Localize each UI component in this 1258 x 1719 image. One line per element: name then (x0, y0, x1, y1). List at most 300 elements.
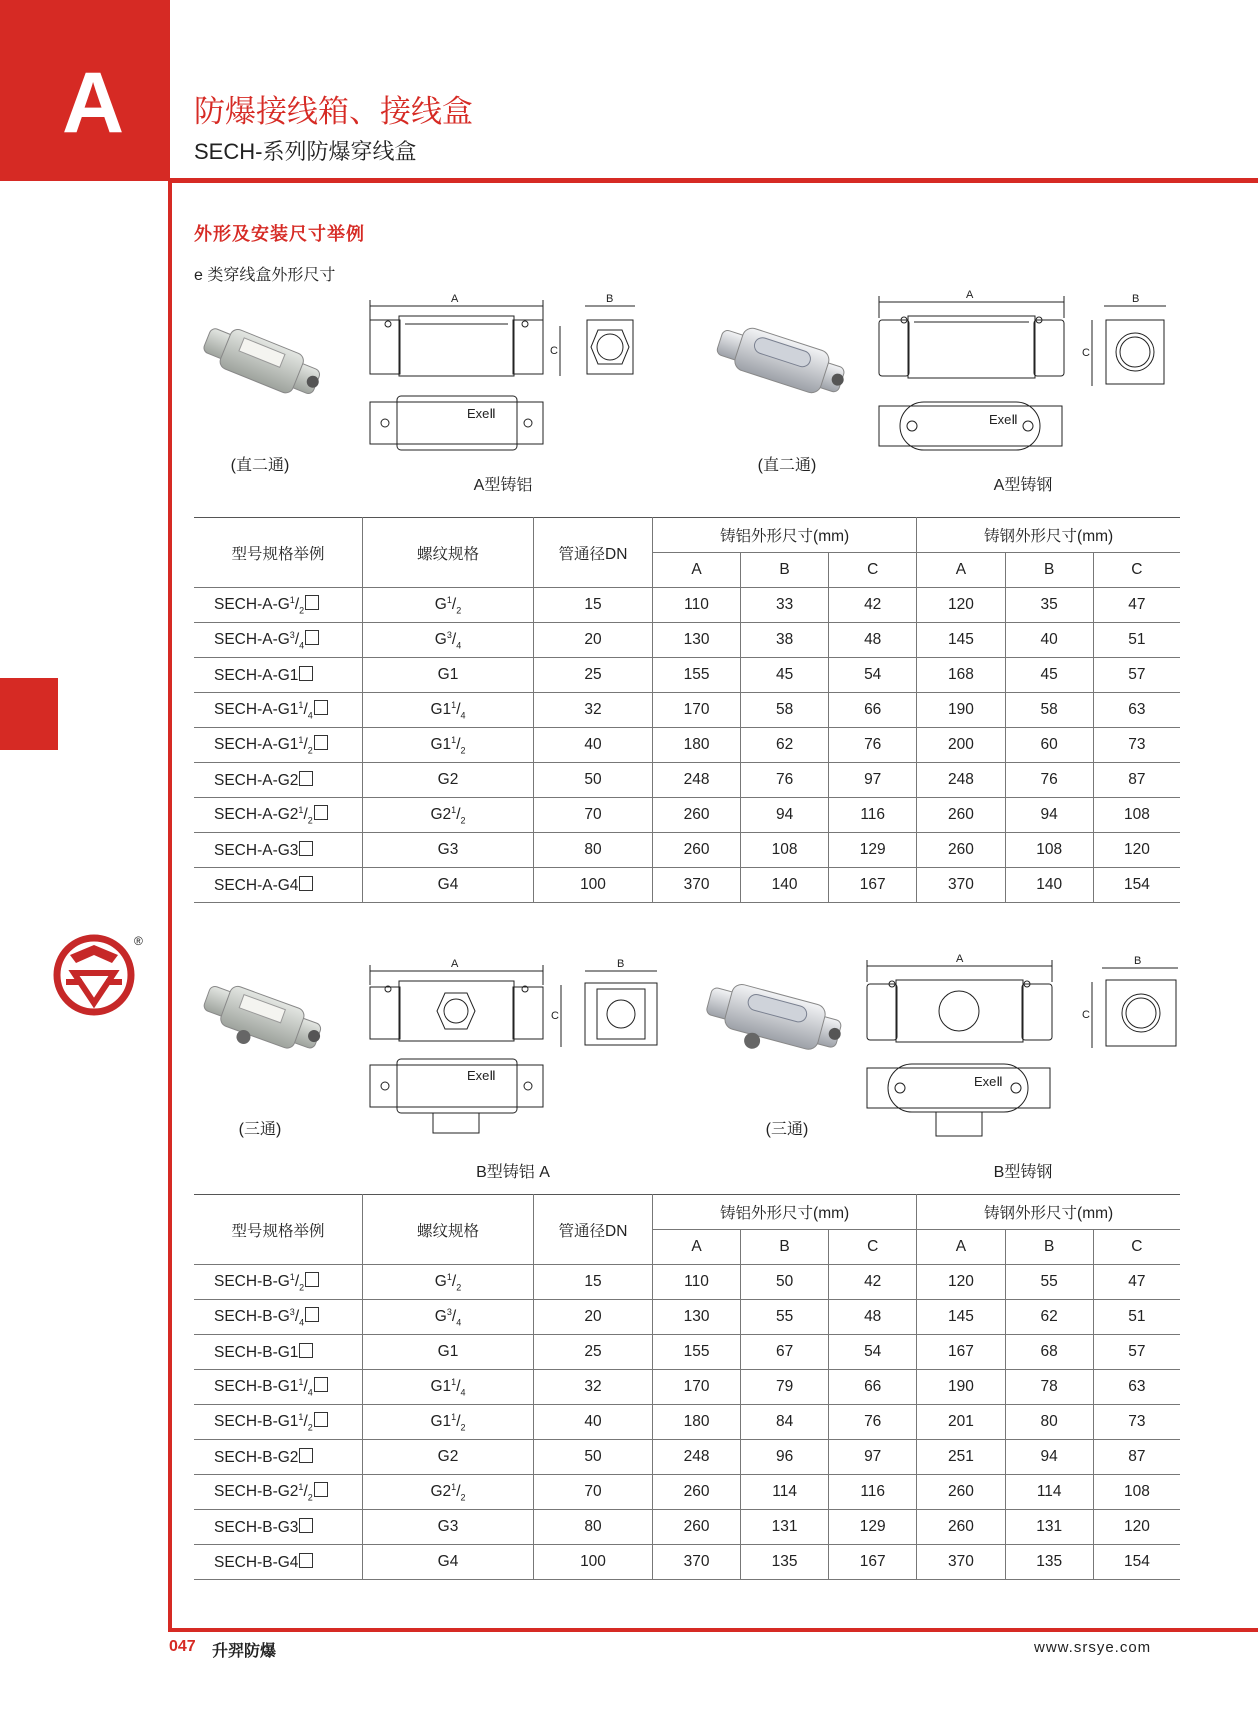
cell-alu-c: 42 (829, 1265, 917, 1300)
dim-b-label: B (617, 958, 625, 970)
col-header-aluminum: 铸铝外形尺寸(mm) (653, 1195, 917, 1230)
cell-alu-b: 67 (741, 1335, 829, 1370)
cell-alu-a: 180 (653, 1405, 741, 1440)
product-photo-b-steel (700, 976, 850, 1076)
cell-alu-c: 97 (829, 763, 917, 798)
model-prefix: SECH-B-G (214, 1308, 290, 1326)
dim-a-label: A (956, 953, 964, 965)
model-size: 2 (289, 806, 299, 824)
cell-steel-a: 251 (917, 1440, 1005, 1475)
option-box-icon (305, 1272, 319, 1287)
cell-alu-a: 155 (653, 658, 741, 693)
cell-model: SECH-$B-G2^1/_2$ (194, 1475, 363, 1510)
cell-steel-a: 370 (917, 868, 1005, 903)
thread-size: G2 (437, 771, 459, 788)
cell-alu-a: 370 (653, 1545, 741, 1580)
option-box-icon (314, 1412, 328, 1427)
fraction-numerator: 1 (451, 1376, 457, 1387)
fraction-denominator: 2 (460, 1492, 466, 1503)
model-prefix: SECH-B-G (214, 1343, 290, 1361)
option-box-icon (299, 1518, 313, 1533)
cell-alu-c: 42 (829, 588, 917, 623)
table-row (194, 1440, 1180, 1475)
cell-steel-c: 108 (1093, 798, 1180, 833)
fraction-denominator: 4 (456, 1317, 462, 1328)
fraction-denominator: 2 (456, 1282, 462, 1293)
model-prefix: SECH-A-G (214, 736, 290, 754)
cell-alu-c: 66 (829, 1370, 917, 1405)
cell-alu-c: 167 (829, 868, 917, 903)
col-header-alu-c: C (829, 553, 917, 588)
cell-alu-a: 130 (653, 623, 741, 658)
cell-dn: 80 (534, 833, 653, 868)
cell-steel-b: 68 (1005, 1335, 1093, 1370)
col-header-alu-a: A (653, 1230, 741, 1265)
option-box-icon (314, 735, 328, 750)
cell-steel-c: 51 (1093, 1300, 1180, 1335)
dim-a-label: A (966, 289, 974, 301)
table-row (194, 1510, 1180, 1545)
cell-steel-b: 35 (1005, 588, 1093, 623)
cell-alu-b: 131 (741, 1510, 829, 1545)
cell-model: SECH-$A-G^3/_4$ (194, 623, 363, 658)
fraction-numerator: 3 (289, 1306, 295, 1317)
cell-thread (363, 763, 534, 798)
model-size: 2 (289, 1448, 299, 1466)
fraction-numerator: 3 (446, 1306, 452, 1317)
model-prefix: SECH-A-G (214, 876, 290, 894)
model-size: 3 (289, 841, 299, 859)
figure-caption-b-steel: (三通) (765, 1121, 809, 1138)
model-prefix: SECH-A-G (214, 841, 290, 859)
cell-alu-b: 33 (741, 588, 829, 623)
col-header-dn: 管通径DN (534, 1195, 653, 1265)
model-prefix: SECH-A-G (214, 666, 290, 684)
cell-dn: 20 (534, 623, 653, 658)
cell-dn: 80 (534, 1510, 653, 1545)
option-box-icon (299, 841, 313, 856)
fraction-denominator: 2 (307, 815, 313, 826)
cell-thread: $G1^1/_4$ (363, 693, 534, 728)
cell-alu-c: 167 (829, 1545, 917, 1580)
product-photo-a-aluminum (196, 318, 326, 408)
cell-steel-a: 260 (917, 833, 1005, 868)
option-box-icon (314, 1377, 328, 1392)
fraction-denominator: 2 (307, 1422, 313, 1433)
cell-thread: $G1^1/_2$ (363, 1405, 534, 1440)
cell-alu-c: 116 (829, 1475, 917, 1510)
fraction-numerator: 1 (451, 734, 457, 745)
cell-alu-b: 94 (741, 798, 829, 833)
cell-thread: $G^3/_4$ (363, 1300, 534, 1335)
cell-alu-c: 54 (829, 1335, 917, 1370)
cell-alu-b: 108 (741, 833, 829, 868)
page-title: 防爆接线箱、接线盒 (194, 94, 473, 129)
model-prefix: SECH-B-G (214, 1518, 290, 1536)
col-header-st-a: A (917, 553, 1005, 588)
table-row (194, 763, 1180, 798)
table-a-body (194, 588, 1180, 903)
col-header-alu-c: C (829, 1230, 917, 1265)
col-header-alu-b: B (741, 1230, 829, 1265)
thread-size: G2 (430, 806, 452, 824)
cell-steel-c: 120 (1093, 833, 1180, 868)
dim-c-label: C (1082, 347, 1090, 359)
table-row (194, 1265, 1180, 1300)
cell-thread: $G^1/_2$ (363, 1265, 534, 1300)
cell-dn: 15 (534, 588, 653, 623)
figure-caption-a-aluminum: (直二通) (230, 457, 290, 474)
option-box-icon (299, 1343, 313, 1358)
cell-alu-c: 54 (829, 658, 917, 693)
cell-alu-c: 76 (829, 1405, 917, 1440)
cell-dn: 100 (534, 1545, 653, 1580)
model-size: 1 (289, 736, 299, 754)
cell-model: SECH-$B-G^3/_4$ (194, 1300, 363, 1335)
dim-b-label: B (606, 293, 614, 305)
cell-steel-b: 80 (1005, 1405, 1093, 1440)
col-header-st-c: C (1093, 1230, 1180, 1265)
table-row (194, 588, 1180, 623)
subsection-title: e 类穿线盒外形尺寸 (194, 267, 336, 284)
fraction-numerator: 1 (451, 804, 457, 815)
cell-model (194, 1510, 363, 1545)
cell-alu-a: 248 (653, 763, 741, 798)
thread-size: G1 (430, 701, 452, 719)
cell-alu-a: 110 (653, 1265, 741, 1300)
cell-steel-b: 114 (1005, 1475, 1093, 1510)
fraction-numerator: 3 (289, 629, 295, 640)
cell-steel-a: 248 (917, 763, 1005, 798)
model-prefix: SECH-A-G (214, 806, 290, 824)
model-prefix: SECH-B-G (214, 1448, 290, 1466)
option-box-icon (299, 876, 313, 891)
option-box-icon (314, 805, 328, 820)
table-row (194, 1405, 1180, 1440)
model-prefix: SECH-A-G (214, 631, 290, 649)
figure-caption-b-aluminum: (三通) (238, 1121, 282, 1138)
section-title: 外形及安装尺寸举例 (194, 224, 365, 244)
fraction-numerator: 1 (451, 1481, 457, 1492)
product-photo-a-steel (710, 318, 850, 408)
cell-model: SECH-$A-G1^1/_4$ (194, 693, 363, 728)
cell-thread: $G1^1/_2$ (363, 728, 534, 763)
fraction-numerator: 1 (451, 1411, 457, 1422)
model-size: 1 (289, 1378, 299, 1396)
page-subtitle: SECH-系列防爆穿线盒 (194, 139, 417, 164)
cell-dn: 100 (534, 868, 653, 903)
cell-alu-c: 129 (829, 833, 917, 868)
col-header-alu-b: B (741, 553, 829, 588)
thread-size: G3 (437, 1518, 459, 1535)
table-row (194, 728, 1180, 763)
cell-alu-b: 135 (741, 1545, 829, 1580)
cell-steel-b: 94 (1005, 798, 1093, 833)
section-letter: A (61, 55, 125, 151)
cell-steel-b: 62 (1005, 1300, 1093, 1335)
cell-thread (363, 1545, 534, 1580)
cell-thread (363, 1440, 534, 1475)
cell-dn: 20 (534, 1300, 653, 1335)
cell-dn: 25 (534, 658, 653, 693)
cell-dn: 32 (534, 693, 653, 728)
cell-steel-c: 51 (1093, 623, 1180, 658)
table-row (194, 868, 1180, 903)
cell-alu-c: 76 (829, 728, 917, 763)
cell-model (194, 868, 363, 903)
cell-steel-c: 73 (1093, 728, 1180, 763)
cell-alu-a: 130 (653, 1300, 741, 1335)
fraction-denominator: 4 (299, 1317, 305, 1328)
cell-steel-c: 47 (1093, 588, 1180, 623)
model-size: 3 (289, 1518, 299, 1536)
cell-model: SECH-$B-G1^1/_4$ (194, 1370, 363, 1405)
model-prefix: SECH-A-G (214, 771, 290, 789)
cell-steel-a: 370 (917, 1545, 1005, 1580)
fraction-numerator: 1 (289, 594, 295, 605)
cell-alu-a: 155 (653, 1335, 741, 1370)
cell-alu-a: 180 (653, 728, 741, 763)
model-size: 2 (289, 1483, 299, 1501)
table-row (194, 1370, 1180, 1405)
dim-b-label: B (1132, 293, 1140, 305)
cell-dn: 32 (534, 1370, 653, 1405)
cell-alu-c: 66 (829, 693, 917, 728)
cell-steel-c: 47 (1093, 1265, 1180, 1300)
cell-model (194, 763, 363, 798)
fraction-numerator: 1 (298, 1376, 304, 1387)
cell-alu-a: 260 (653, 798, 741, 833)
company-logo-icon (52, 933, 142, 1015)
dim-c-label: C (550, 345, 558, 357)
cell-steel-c: 63 (1093, 1370, 1180, 1405)
option-box-icon (305, 595, 319, 610)
model-size: 1 (289, 1343, 299, 1361)
cell-steel-c: 120 (1093, 1510, 1180, 1545)
cell-alu-c: 48 (829, 623, 917, 658)
cell-alu-a: 248 (653, 1440, 741, 1475)
ex-marking: ExeⅡ (467, 406, 496, 421)
fraction-numerator: 1 (298, 1411, 304, 1422)
figure-label-a-aluminum: A型铸铝 (473, 477, 533, 494)
cell-steel-a: 145 (917, 1300, 1005, 1335)
col-header-steel: 铸钢外形尺寸(mm) (917, 1195, 1180, 1230)
option-box-icon (305, 1307, 319, 1322)
cell-steel-a: 145 (917, 623, 1005, 658)
col-header-st-b: B (1005, 1230, 1093, 1265)
website-link[interactable]: www.srsye.com (1034, 1639, 1152, 1656)
fraction-denominator: 2 (460, 1422, 466, 1433)
cell-steel-b: 78 (1005, 1370, 1093, 1405)
page-number: 047 (169, 1638, 196, 1655)
cell-alu-b: 45 (741, 658, 829, 693)
cell-steel-c: 57 (1093, 1335, 1180, 1370)
cell-thread: $G^1/_2$ (363, 588, 534, 623)
fraction-denominator: 4 (456, 640, 462, 651)
cell-dn: 50 (534, 763, 653, 798)
cell-steel-a: 260 (917, 798, 1005, 833)
cell-dn: 70 (534, 1475, 653, 1510)
fraction-denominator: 4 (460, 710, 466, 721)
cell-dn: 40 (534, 1405, 653, 1440)
cell-alu-c: 129 (829, 1510, 917, 1545)
cell-model (194, 833, 363, 868)
fraction-denominator: 4 (307, 1387, 313, 1398)
model-prefix: SECH-B-G (214, 1483, 290, 1501)
fraction-numerator: 1 (289, 1271, 295, 1282)
fraction-numerator: 1 (446, 594, 452, 605)
col-header-alu-a: A (653, 553, 741, 588)
thread-size: G1 (430, 736, 452, 754)
registered-mark: ® (134, 934, 143, 948)
drawing-a-aluminum (365, 290, 645, 458)
cell-alu-a: 170 (653, 693, 741, 728)
option-box-icon (314, 1482, 328, 1497)
option-box-icon (314, 700, 328, 715)
drawing-b-aluminum (365, 955, 665, 1140)
cell-alu-c: 48 (829, 1300, 917, 1335)
figure-label-b-aluminum: B型铸铝 A (476, 1164, 550, 1181)
cell-steel-b: 40 (1005, 623, 1093, 658)
cell-model: SECH-$A-G^1/_2$ (194, 588, 363, 623)
cell-alu-b: 50 (741, 1265, 829, 1300)
dim-a-label: A (451, 958, 459, 970)
spec-table-a (194, 517, 1180, 903)
thread-size: G (434, 596, 447, 614)
cell-thread (363, 1510, 534, 1545)
cell-alu-a: 170 (653, 1370, 741, 1405)
cell-model: SECH-$B-G1^1/_2$ (194, 1405, 363, 1440)
option-box-icon (299, 771, 313, 786)
model-size: 4 (289, 876, 299, 894)
cell-alu-c: 116 (829, 798, 917, 833)
table-row (194, 1545, 1180, 1580)
cell-steel-c: 73 (1093, 1405, 1180, 1440)
cell-steel-a: 260 (917, 1475, 1005, 1510)
fraction-denominator: 2 (299, 605, 305, 616)
cell-alu-b: 96 (741, 1440, 829, 1475)
cell-alu-b: 114 (741, 1475, 829, 1510)
fraction-denominator: 2 (460, 815, 466, 826)
cell-steel-a: 168 (917, 658, 1005, 693)
cell-dn: 40 (534, 728, 653, 763)
model-size: 2 (289, 771, 299, 789)
thread-size: G1 (437, 666, 459, 683)
cell-dn: 25 (534, 1335, 653, 1370)
cell-model (194, 1335, 363, 1370)
cell-model: SECH-$A-G2^1/_2$ (194, 798, 363, 833)
product-photo-b-aluminum (196, 976, 326, 1066)
cell-steel-c: 63 (1093, 693, 1180, 728)
figure-caption-a-steel: (直二通) (757, 457, 817, 474)
cell-steel-c: 154 (1093, 868, 1180, 903)
cell-thread: $G2^1/_2$ (363, 1475, 534, 1510)
cell-steel-c: 154 (1093, 1545, 1180, 1580)
table-b-body (194, 1265, 1180, 1580)
col-header-aluminum: 铸铝外形尺寸(mm) (653, 518, 917, 553)
model-prefix: SECH-B-G (214, 1553, 290, 1571)
col-header-model: 型号规格举例 (194, 518, 363, 588)
side-tab-marker (0, 678, 58, 750)
cell-steel-a: 167 (917, 1335, 1005, 1370)
cell-alu-a: 370 (653, 868, 741, 903)
fraction-denominator: 2 (299, 1282, 305, 1293)
cell-alu-a: 110 (653, 588, 741, 623)
col-header-thread: 螺纹规格 (363, 518, 534, 588)
fraction-numerator: 1 (298, 734, 304, 745)
table-row (194, 693, 1180, 728)
fraction-denominator: 2 (307, 745, 313, 756)
cell-steel-c: 108 (1093, 1475, 1180, 1510)
cell-model (194, 1545, 363, 1580)
margin-rule (168, 181, 172, 1632)
fraction-numerator: 1 (298, 699, 304, 710)
cell-steel-a: 190 (917, 1370, 1005, 1405)
table-row (194, 833, 1180, 868)
footer-rule (168, 1628, 1258, 1632)
table-row (194, 798, 1180, 833)
cell-model: SECH-$A-G1^1/_2$ (194, 728, 363, 763)
drawing-a-steel (874, 290, 1174, 458)
cell-thread (363, 658, 534, 693)
cell-steel-b: 135 (1005, 1545, 1093, 1580)
cell-alu-b: 55 (741, 1300, 829, 1335)
cell-dn: 50 (534, 1440, 653, 1475)
figure-label-b-steel: B型铸钢 (993, 1164, 1053, 1181)
fraction-numerator: 1 (298, 1481, 304, 1492)
cell-steel-a: 120 (917, 588, 1005, 623)
col-header-st-c: C (1093, 553, 1180, 588)
table-row (194, 1300, 1180, 1335)
cell-steel-a: 120 (917, 1265, 1005, 1300)
thread-size: G1 (437, 1343, 459, 1360)
thread-size: G4 (437, 1553, 459, 1570)
cell-steel-b: 58 (1005, 693, 1093, 728)
cell-dn: 70 (534, 798, 653, 833)
cell-thread: $G^3/_4$ (363, 623, 534, 658)
figure-label-a-steel: A型铸钢 (993, 477, 1053, 494)
col-header-st-b: B (1005, 553, 1093, 588)
col-header-thread: 螺纹规格 (363, 1195, 534, 1265)
model-size: 1 (289, 666, 299, 684)
cell-alu-b: 62 (741, 728, 829, 763)
cell-alu-b: 38 (741, 623, 829, 658)
thread-size: G (434, 1308, 447, 1326)
cell-steel-a: 200 (917, 728, 1005, 763)
drawing-b-steel (862, 952, 1182, 1142)
cell-steel-b: 108 (1005, 833, 1093, 868)
fraction-denominator: 4 (299, 640, 305, 651)
option-box-icon (299, 1448, 313, 1463)
thread-size: G4 (437, 876, 459, 893)
option-box-icon (305, 630, 319, 645)
header-rule (170, 178, 1258, 183)
cell-alu-a: 260 (653, 1510, 741, 1545)
cell-steel-c: 87 (1093, 763, 1180, 798)
fraction-numerator: 1 (446, 1271, 452, 1282)
company-name: 升羿防爆 (212, 1643, 277, 1660)
fraction-numerator: 3 (446, 629, 452, 640)
cell-steel-b: 94 (1005, 1440, 1093, 1475)
fraction-numerator: 1 (451, 699, 457, 710)
cell-steel-b: 60 (1005, 728, 1093, 763)
table-row (194, 658, 1180, 693)
cell-thread: $G1^1/_4$ (363, 1370, 534, 1405)
model-prefix: SECH-A-G (214, 596, 290, 614)
ex-marking: ExeⅡ (989, 412, 1018, 427)
dim-b-label: B (1134, 955, 1142, 967)
fraction-denominator: 2 (307, 1492, 313, 1503)
